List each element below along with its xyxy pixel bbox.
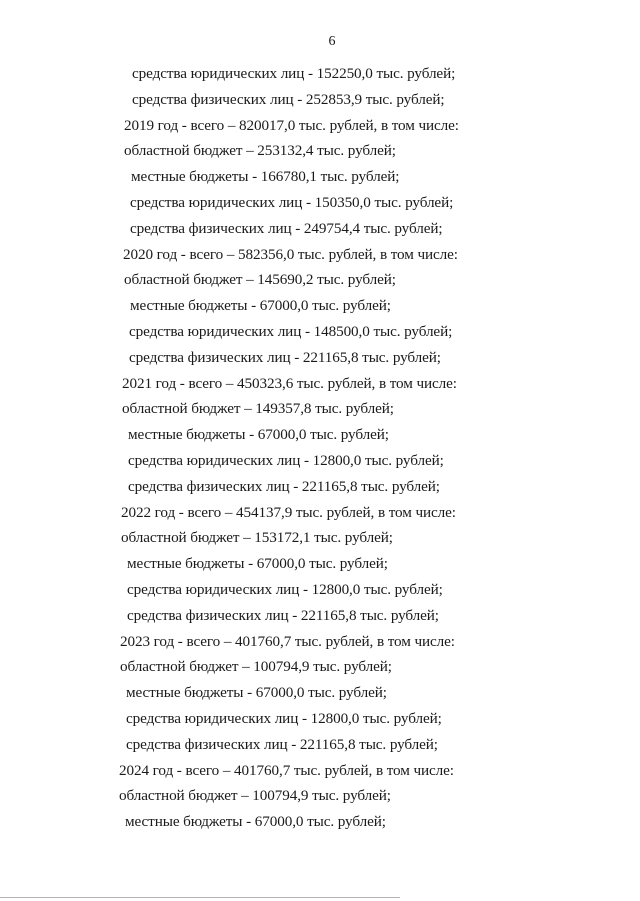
funding-line: местные бюджеты - 67000,0 тыс. рублей; <box>126 684 387 702</box>
funding-list <box>0 61 640 835</box>
year-total-line: 2023 год - всего – 401760,7 тыс. рублей, в том числе: <box>120 632 455 650</box>
funding-line: средства юридических лиц - 148500,0 тыс. рублей; <box>129 322 453 340</box>
year-total-line: 2024 год - всего – 401760,7 тыс. рублей, в том числе: <box>119 761 454 779</box>
funding-line: средства физических лиц - 252853,9 тыс. рублей; <box>132 90 445 108</box>
funding-line: областной бюджет – 253132,4 тыс. рублей; <box>124 142 396 160</box>
funding-line: средства физических лиц - 221165,8 тыс. рублей; <box>127 606 439 624</box>
funding-line: местные бюджеты - 67000,0 тыс. рублей; <box>130 297 391 315</box>
funding-line: средства физических лиц - 221165,8 тыс. рублей; <box>126 735 438 753</box>
scan-edge-divider <box>0 897 400 898</box>
funding-line: средства юридических лиц - 152250,0 тыс. рублей; <box>132 65 456 82</box>
year-total-line: 2022 год - всего – 454137,9 тыс. рублей, в том числе: <box>121 503 456 521</box>
funding-line: средства физических лиц - 221165,8 тыс. рублей; <box>129 348 441 366</box>
funding-line: областной бюджет – 153172,1 тыс. рублей; <box>121 529 393 547</box>
page-number: 6 <box>328 34 336 49</box>
funding-line: областной бюджет – 145690,2 тыс. рублей; <box>124 271 396 289</box>
funding-line: средства физических лиц - 221165,8 тыс. рублей; <box>128 477 440 495</box>
funding-line: местные бюджеты - 67000,0 тыс. рублей; <box>128 426 389 444</box>
funding-line: средства юридических лиц - 12800,0 тыс. рублей; <box>127 580 443 598</box>
funding-line: местные бюджеты - 67000,0 тыс. рублей; <box>125 813 386 831</box>
funding-line: областной бюджет – 100794,9 тыс. рублей; <box>119 787 391 805</box>
funding-line: средства юридических лиц - 12800,0 тыс. рублей; <box>128 451 444 469</box>
funding-line: местные бюджеты - 166780,1 тыс. рублей; <box>131 168 400 186</box>
funding-line: местные бюджеты - 67000,0 тыс. рублей; <box>127 555 388 573</box>
year-total-line: 2020 год - всего – 582356,0 тыс. рублей, в том числе: <box>123 245 458 263</box>
funding-line: средства юридических лиц - 12800,0 тыс. рублей; <box>126 709 442 727</box>
year-total-line: 2019 год - всего – 820017,0 тыс. рублей, в том числе: <box>124 116 459 134</box>
funding-line: областной бюджет – 100794,9 тыс. рублей; <box>120 658 392 676</box>
year-total-line: 2021 год - всего – 450323,6 тыс. рублей, в том числе: <box>122 374 457 392</box>
funding-line: областной бюджет – 149357,8 тыс. рублей; <box>122 400 394 418</box>
funding-line: средства юридических лиц - 150350,0 тыс. рублей; <box>130 193 454 211</box>
funding-line: средства физических лиц - 249754,4 тыс. рублей; <box>130 219 443 237</box>
